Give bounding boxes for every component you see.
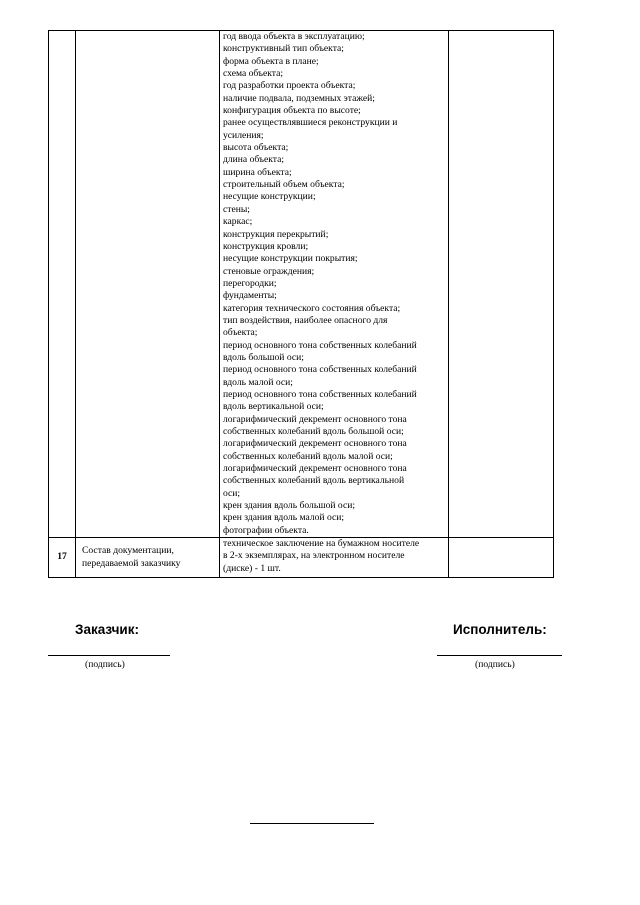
text-line: собственных колебаний вдоль малой оси; [223,450,393,462]
text-line: ранее осуществлявшиеся реконструкции и [223,117,398,129]
text-line: крен здания вдоль малой оси; [223,512,345,524]
contractor-signature-line [437,655,562,656]
customer-signature-caption: (подпись) [85,659,125,670]
row-name-cell [76,538,220,578]
text-line: объекта; [223,327,258,339]
text-line: техническое заключение на бумажном носителе [223,538,420,550]
text-line: высота объекта; [223,142,289,154]
row-number-cell [49,31,76,538]
text-line: год ввода объекта в эксплуатацию; [223,31,365,42]
text-line: логарифмический декремент основного тона [223,413,407,425]
customer-signature-line [48,655,170,656]
text-line: конфигурация объекта по высоте; [223,105,361,117]
text-line: вдоль малой оси; [223,376,293,388]
text-line: ширина объекта; [223,166,292,178]
text-line: несущие конструкции; [223,191,316,203]
text-line: схема объекта; [223,68,284,80]
text-line: (диске) - 1 шт. [223,562,281,574]
text-line: логарифмический декремент основного тона [223,438,407,450]
text-line: оси; [223,487,241,499]
text-line: конструкция кровли; [223,240,309,252]
text-line: стены; [223,203,250,215]
text-line: несущие конструкции покрытия; [223,253,358,265]
text-line: вдоль большой оси; [223,351,304,363]
text-line: длина объекта; [223,154,285,166]
text-line: тип воздействия, наиболее опасного для [223,314,388,326]
customer-label: Заказчик: [75,622,139,637]
text-line: крен здания вдоль большой оси; [223,500,356,512]
text-line: стеновые ограждения; [223,265,315,277]
row-note-cell [449,31,554,538]
text-line: собственных колебаний вдоль вертикальной [223,475,405,487]
text-line: перегородки; [223,277,277,289]
text-line: фундаменты; [223,290,277,302]
text-line: в 2-х экземплярах, на электронном носителе [223,550,405,562]
row-number-cell: 17 [49,538,76,578]
text-line: период основного тона собственных колебаний [223,388,417,400]
text-line: собственных колебаний вдоль большой оси; [223,426,404,437]
text-line: Состав документации, [82,545,174,557]
text-line: строительный объем объекта; [223,179,345,191]
text-line: вдоль вертикальной оси; [223,401,324,413]
table-row [49,538,554,578]
text-line: категория технического состояния объекта; [223,302,401,314]
text-line: конструктивный тип объекта; [223,43,344,55]
text-line: форма объекта в плане; [223,55,319,67]
requirements-table [48,30,554,578]
row-content-cell [220,538,449,578]
text-line: усиления; [223,129,264,141]
text-line: передаваемой заказчику [82,557,181,569]
text-line: наличие подвала, подземных этажей; [223,92,375,104]
footer-divider [250,823,374,824]
row-content-cell [220,31,449,538]
text-line: период основного тона собственных колебаний [223,364,417,376]
row-note-cell [449,538,554,578]
text-line: период основного тона собственных колебаний [223,339,417,351]
text-line: конструкция перекрытий; [223,228,329,240]
text-line: фотографии объекта. [223,524,309,536]
text-line: логарифмический декремент основного тона [223,463,407,475]
text-line: год разработки проекта объекта; [223,80,356,92]
contractor-label: Исполнитель: [453,622,547,637]
text-line: каркас; [223,216,253,228]
contractor-signature-caption: (подпись) [475,659,515,670]
table-row [49,31,554,538]
row-name-cell [76,31,220,538]
